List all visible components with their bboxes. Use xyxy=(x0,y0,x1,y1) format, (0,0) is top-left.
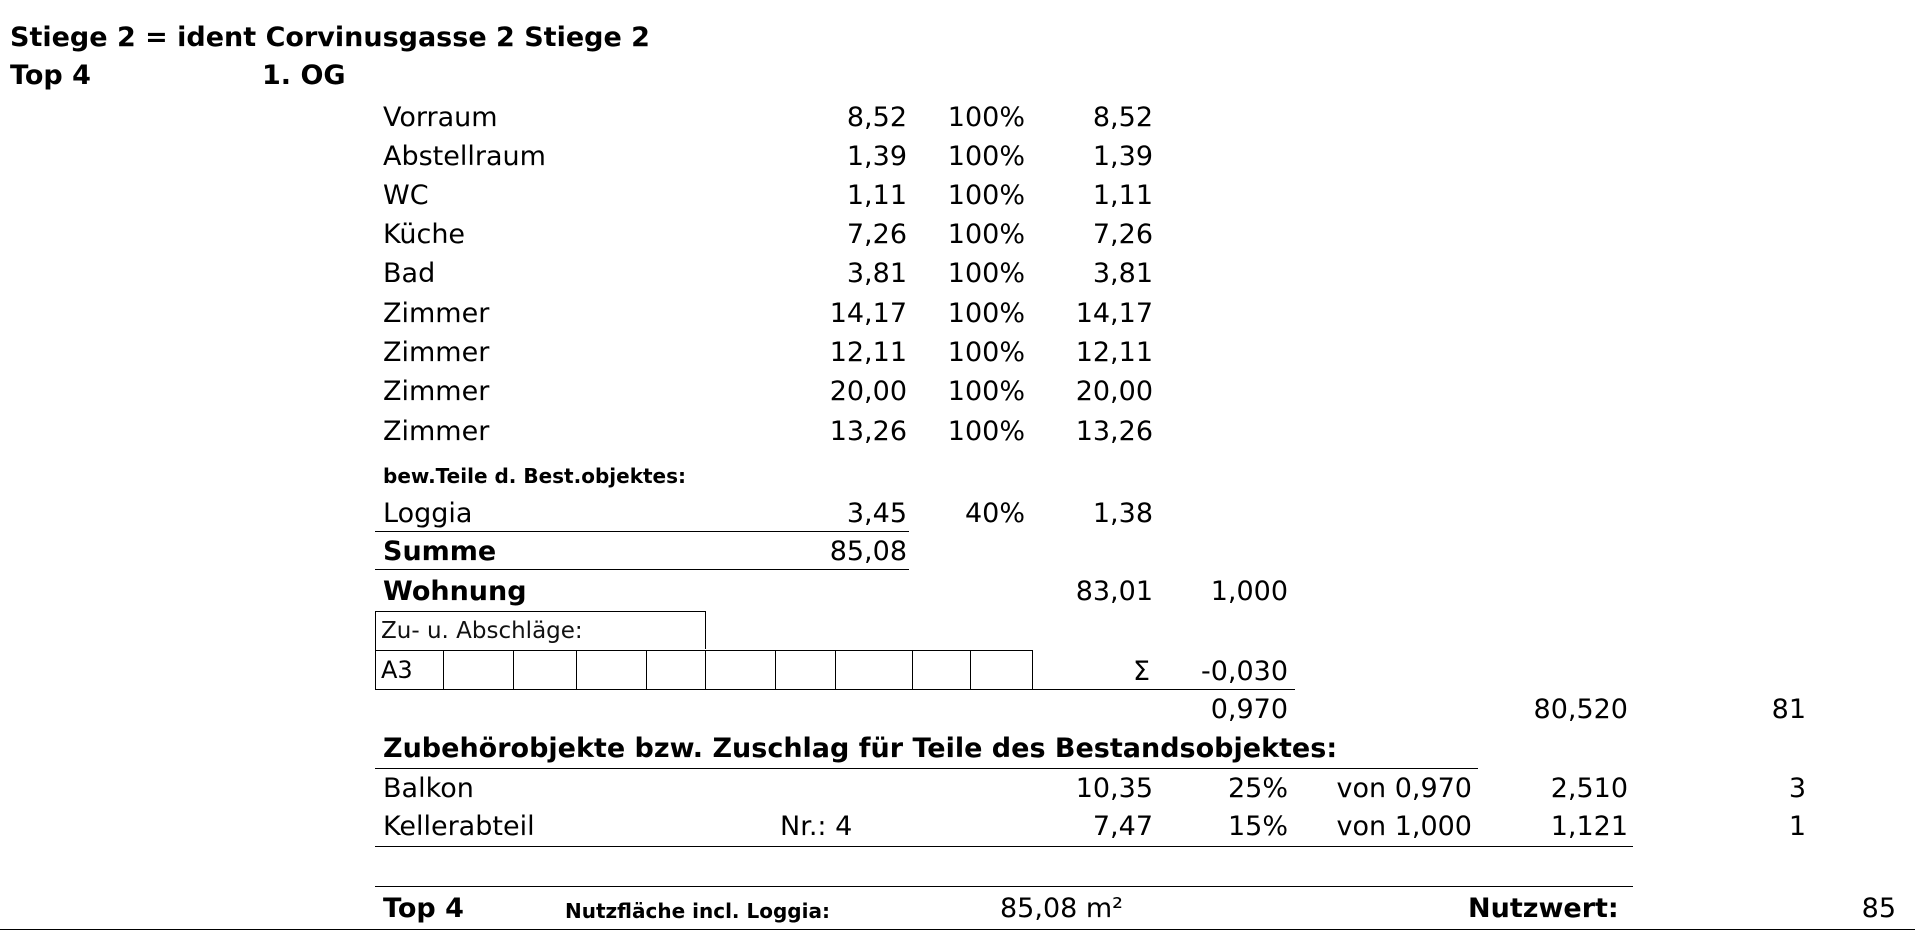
zubehoer-nr: Nr.: 4 xyxy=(780,811,853,842)
room-area: 7,26 xyxy=(846,219,907,250)
zubehoer-value: 2,510 xyxy=(1550,773,1628,804)
room-pct: 100% xyxy=(947,337,1025,368)
summe-label: Summe xyxy=(383,536,497,567)
room-weighted: 12,11 xyxy=(1075,337,1153,368)
zuschlaege-result: 0,970 xyxy=(1210,694,1288,725)
zubehoer-name: Balkon xyxy=(383,773,474,804)
room-name: Küche xyxy=(383,219,466,250)
nutzflaeche-label: Nutzfläche incl. Loggia: xyxy=(565,899,830,923)
summe-top-line xyxy=(375,531,909,532)
summe-value: 85,08 xyxy=(829,536,907,567)
room-pct: 100% xyxy=(947,298,1025,329)
grid-cell-divider xyxy=(912,650,913,689)
room-area: 12,11 xyxy=(829,337,907,368)
sigma-symbol: Σ xyxy=(1133,656,1151,687)
grid-cell-divider xyxy=(576,650,577,689)
zubehoer-area: 10,35 xyxy=(1075,773,1153,804)
footer-top-line xyxy=(375,886,1633,887)
grid-cell-divider xyxy=(775,650,776,689)
room-name: Abstellraum xyxy=(383,141,546,172)
room-weighted: 3,81 xyxy=(1092,258,1153,289)
grid-cell-divider xyxy=(646,650,647,689)
room-pct: 100% xyxy=(947,258,1025,289)
zubehoer-nutzwert: 1 xyxy=(1788,811,1806,842)
room-name: Zimmer xyxy=(383,298,490,329)
room-pct: 100% xyxy=(947,102,1025,133)
room-area: 1,39 xyxy=(846,141,907,172)
zuschlaege-label-right-border xyxy=(705,611,706,649)
room-area: 20,00 xyxy=(829,376,907,407)
grid-cell-divider xyxy=(1032,650,1033,689)
zuschlaege-grid-bottom xyxy=(375,689,1295,690)
floor-label: 1. OG xyxy=(262,60,346,91)
page-title: Stiege 2 = ident Corvinusgasse 2 Stiege 2 xyxy=(10,22,650,53)
zubehoer-bottom-line xyxy=(375,846,1633,847)
room-weighted: 20,00 xyxy=(1075,376,1153,407)
zubehoer-pct: 15% xyxy=(1227,811,1288,842)
zuschlaege-label: Zu- u. Abschläge: xyxy=(381,618,583,644)
room-area: 3,81 xyxy=(846,258,907,289)
room-pct: 100% xyxy=(947,376,1025,407)
zubehoer-von: von 1,000 xyxy=(1336,811,1472,842)
room-area: 14,17 xyxy=(829,298,907,329)
footer-unit: Top 4 xyxy=(383,893,464,924)
footer-bottom-line xyxy=(0,929,1915,930)
loggia-weighted: 1,38 xyxy=(1092,498,1153,529)
grid-cell-divider xyxy=(443,650,444,689)
wohnung-label: Wohnung xyxy=(383,576,527,607)
room-name: Zimmer xyxy=(383,337,490,368)
nutzflaeche-value: 85,08 m² xyxy=(1000,893,1124,924)
zuschlaege-code: A3 xyxy=(381,656,413,684)
grid-cell-divider xyxy=(835,650,836,689)
wohnung-value: 83,01 xyxy=(1075,576,1153,607)
zubehoer-header: Zubehörobjekte bzw. Zuschlag für Teile des Bestandsobjektes: xyxy=(383,733,1338,764)
zubehoer-name: Kellerabteil xyxy=(383,811,535,842)
loggia-area: 3,45 xyxy=(846,498,907,529)
parts-header: bew.Teile d. Best.objektes: xyxy=(383,464,687,488)
room-pct: 100% xyxy=(947,141,1025,172)
room-weighted: 1,39 xyxy=(1092,141,1153,172)
room-weighted: 8,52 xyxy=(1092,102,1153,133)
nutzwert-total: 85 xyxy=(1861,893,1896,924)
nutzwert-raw: 80,520 xyxy=(1533,694,1628,725)
room-name: WC xyxy=(383,180,429,211)
grid-cell-divider xyxy=(970,650,971,689)
zuschlaege-value: -0,030 xyxy=(1200,656,1288,687)
room-pct: 100% xyxy=(947,180,1025,211)
loggia-name: Loggia xyxy=(383,498,473,529)
room-weighted: 13,26 xyxy=(1075,416,1153,447)
zubehoer-header-line xyxy=(375,768,1478,769)
room-weighted: 1,11 xyxy=(1092,180,1153,211)
zubehoer-area: 7,47 xyxy=(1092,811,1153,842)
zubehoer-nutzwert: 3 xyxy=(1788,773,1806,804)
room-name: Bad xyxy=(383,258,436,289)
unit-label: Top 4 xyxy=(10,60,91,91)
wohnung-factor: 1,000 xyxy=(1210,576,1288,607)
room-name: Vorraum xyxy=(383,102,498,133)
summe-bottom-line xyxy=(375,569,909,570)
room-name: Zimmer xyxy=(383,416,490,447)
grid-cell-divider xyxy=(513,650,514,689)
room-area: 13,26 xyxy=(829,416,907,447)
zuschlaege-top-line xyxy=(375,611,705,612)
grid-cell-divider xyxy=(705,650,706,689)
nutzwert-label: Nutzwert: xyxy=(1468,893,1619,924)
room-area: 8,52 xyxy=(846,102,907,133)
nutzwert-rounded: 81 xyxy=(1771,694,1806,725)
room-name: Zimmer xyxy=(383,376,490,407)
room-area: 1,11 xyxy=(846,180,907,211)
loggia-pct: 40% xyxy=(964,498,1025,529)
zubehoer-pct: 25% xyxy=(1227,773,1288,804)
zubehoer-value: 1,121 xyxy=(1550,811,1628,842)
room-weighted: 7,26 xyxy=(1092,219,1153,250)
room-pct: 100% xyxy=(947,219,1025,250)
zubehoer-von: von 0,970 xyxy=(1336,773,1472,804)
zuschlaege-grid-top xyxy=(375,650,1032,651)
room-pct: 100% xyxy=(947,416,1025,447)
room-weighted: 14,17 xyxy=(1075,298,1153,329)
